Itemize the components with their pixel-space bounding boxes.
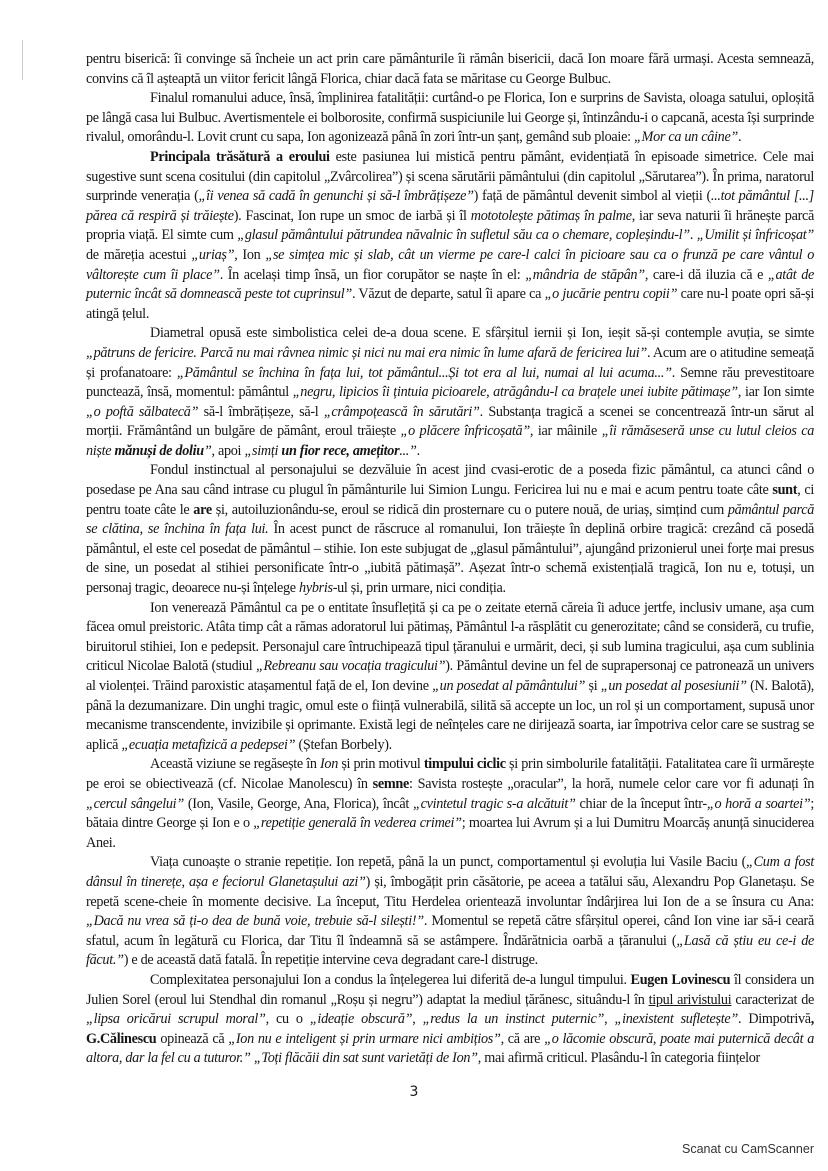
text-run: , apoi [211, 442, 245, 459]
text-run: . Semne rău prevestitoare punctează, însă, momentul: pământul [86, 364, 814, 401]
text-run: chiar de la început într- [575, 795, 707, 812]
emphasis-run: are [193, 501, 212, 518]
text-run: Această viziune se regăsește în [150, 756, 320, 773]
emphasis-run: „Umilit și înfricoșat” [696, 227, 814, 244]
emphasis-run: ...tot pământul [...] părea că respiră și trăiește [86, 188, 814, 224]
emphasis-run: „simți [244, 442, 282, 459]
text-run: pentru biserică: îi convinge să încheie un act prin care pământurile îi rămân bisericii, dacă Ion moare fără urmași. Acesta semnează, convins că îl așteaptă un viitor fericit lângă Florica, chiar dacă fata se măritase cu George Bulbuc. [86, 51, 814, 87]
emphasis-run: „o lăcomie obscură, poate mai puternică decât a altora, dar la fel cu a tuturor.” [86, 1030, 814, 1067]
text-run: și, autoiluzionându-se, eroul se ridică din prosternare cu o putere nouă, de uriaș, simțind cum [211, 501, 728, 518]
text-run: Viața cunoaște o stranie repetiție. Ion repetă, până la un punct, comportamentul și evoluția lui Vasile Baciu ( [150, 854, 747, 871]
text-run: , iar Ion simte [737, 384, 814, 401]
emphasis-run: ” [203, 442, 212, 459]
text-run: . Acum are o atitudine semeață și profanatoare: [86, 344, 814, 381]
paragraph [86, 89, 814, 148]
paragraph [86, 971, 814, 1069]
emphasis-run: semne [372, 775, 409, 792]
text-run: , cu o [265, 1011, 310, 1028]
text-run: (Ion, Vasile, George, Ana, Florica), încât [183, 795, 413, 812]
emphasis-run: „negru, lipicios îi țintuia picioarele, atrăgându-l ca brațele unei iubite pătimașe” [292, 384, 738, 401]
text-run: , [412, 1011, 423, 1028]
paragraph [86, 755, 814, 853]
text-run: , Ion [234, 246, 266, 263]
text-run: . Momentul se repetă către sfârșitul operei, când Ion vine iar să-i ceară sfatul, acum în legătură cu Florica, dar Titu îl îndeamnă să se astâmpere. Îndărătnicia oarbă a țăranului ( [86, 913, 814, 949]
emphasis-run: „atât de puternic încât să domnească peste tot cuprinsul” [86, 266, 814, 303]
emphasis-run: „Dacă nu vrea să ți-o dea de bună voie, trebuie să-l silești!” [86, 913, 424, 930]
emphasis-run: „îi venea să cadă în genunchi și să-l îmbrățișeze” [198, 188, 474, 205]
text-run: , care-i dă iluzia că e [644, 266, 768, 283]
emphasis-run: „glasul pământului pătrundea năvalnic în sufletul său ca o chemare, copleșindu-l” [237, 227, 690, 244]
emphasis-run: „crâmpoțească în sărutări” [323, 403, 480, 420]
text-run: Fondul instinctual al personajului se dezvăluie în acest jind cvasi-erotic de a poseda fizic pământul, ca atunci când o posedase pe Ana sau când intrase cu plugul în pământurile lui Simion Lungu. Fericirea lui nu e mai e acum pentru toate câte [86, 462, 814, 499]
emphasis-run: pământul parcă se clătina, se închina în fața lui. [86, 501, 814, 538]
emphasis-run: Principala trăsătură a eroului [150, 148, 330, 165]
text-run: , mai afirmă criticul. Plasându-l în categoria ființelor [477, 1050, 760, 1067]
text-run: și prin motivul [338, 756, 424, 773]
emphasis-run: un fior rece, amețitor [281, 442, 400, 459]
paragraph [86, 853, 814, 971]
text-run: , ci pentru toate câte le [86, 482, 814, 518]
scan-edge-mark [22, 40, 23, 80]
text-run: și prin simbolurile fatalității. Fatalitatea care îi urmărește pe eroi se obiectivează (cf. Nicolae Manolescu) în [86, 756, 814, 792]
text-run: și [585, 678, 601, 694]
text-run: , iar mâinile [529, 423, 602, 440]
text-run: . [416, 442, 420, 459]
text-run: (Ștefan Borbely). [295, 736, 392, 753]
text-run: care nu-l poate opri să-și atingă țelul. [86, 286, 814, 322]
emphasis-run: „cercul sângelui” [86, 795, 184, 812]
emphasis-run: sunt [772, 482, 798, 499]
emphasis-run: hybris [299, 580, 333, 597]
text-run: ). Fascinat, Ion rupe un smoc de iarbă și îl [233, 207, 471, 224]
emphasis-run: mănuși de doliu [114, 442, 204, 459]
text-run: Ion venerează Pământul ca pe o entitate însuflețită și ca pe o zeitate eternă căreia îi aduce jertfe, inclusiv umane, așa cum făcea omul preistoric. Atâta timp cât a rămas adoratorul lui pătimaș, Pământul l-a răsplătit cu generozitate; când se consideră, cu trufie, biruitorul stihiei, Ion e pedepsit. Personajul care întruchipează tipul țăranului e urmărit, deci, și sub lumina tragicului, așa cum sublinia criticul Nicolae Balotă (studiul [86, 599, 814, 675]
text-run: Diametral opusă este simbolistica celei de-a doua scene. E sfârșitul iernii și Ion, ieșit să-și contemple avuția, se simte [150, 325, 814, 342]
page-number: 3 [409, 1083, 419, 1100]
emphasis-run: „mândria de stăpân” [525, 266, 645, 283]
emphasis-run: „un posedat al posesiunii” [600, 678, 747, 694]
emphasis-run: „redus la un instinct puternic” [422, 1011, 605, 1028]
emphasis-run: Ion [320, 756, 339, 773]
emphasis-run: „inexistent sufletește” [614, 1011, 738, 1028]
text-run: caracterizat de [731, 991, 814, 1008]
text-run: , că are [500, 1030, 545, 1047]
text-run: Finalul romanului aduce, însă, împlinirea fatalității: curtând-o pe Florica, Ion e surprins de Savista, oloaga satului, oploșită pe lângă casa lui Bulbuc. Avertismentele ei bolborosite, confirmă suspiciunile lui George și, întinzându-i o capcană, acesta își surprinde rivalul, omorându-l. Lovit crunt cu sapa, Ion agonizează până în zori într-un șanț, gemând sub ploaie: [86, 90, 814, 146]
emphasis-run: „Lasă că știu eu ce-i de făcut.” [86, 932, 814, 969]
emphasis-run: „Rebreanu sau vocația tragicului” [255, 658, 446, 675]
emphasis-run: „se simțea mic și slab, cât un vierme pe care-l calci în picioare sau ca o frunză pe care vântul o vâltorește cum îi place” [86, 246, 814, 283]
emphasis-run: „repetiție generală în vederea crimei” [253, 815, 462, 832]
scanner-watermark: Scanat cu CamScanner [681, 1142, 814, 1156]
paragraph [86, 461, 814, 598]
text-run: : Savista rostește „oracular”, la horă, numele celor care vor fi adunați în [408, 775, 814, 792]
paragraph [86, 148, 814, 324]
text-run: , [604, 1011, 615, 1028]
text-run: ) față de pământul devenit simbol al vieții ( [473, 188, 711, 205]
text-run: . [689, 227, 697, 244]
text-run: ). Pământul devine un fel de suprapersonaj ce patronează un univers al violenței. Trăind paroxistic atașamentul față de el, Ion devine [86, 658, 814, 694]
emphasis-run: „cvintetul tragic s-a alcătuit” [412, 795, 576, 812]
emphasis-run: „o plăcere înfricoșată” [400, 423, 530, 440]
emphasis-run: ...” [399, 442, 417, 459]
emphasis-run: „o poftă sălbatecă” [86, 403, 199, 420]
text-run: (N. Balotă), până la dezumanizare. Din unghi tragic, omul este o ființă vulnerabilă, silită să accepte un loc, un rol și un comportament, supusă unor mecanisme transcendente, invizibile și oprimante. Există legi de neînțeles care ne dirijează soarta, iar împotriva celor care se sustrag se aplică [86, 678, 814, 753]
text-run: . În același timp însă, un fior corupător se naște în el: [219, 266, 526, 283]
text-run: ) e de această dată fatală. În repetiție intervine ceva degradant care-l distruge. [123, 952, 538, 969]
emphasis-run: timpului ciclic [423, 756, 506, 773]
emphasis-run: „pătruns de fericire. Parcă nu mai râvnea nimic și nici nu mai era nimic în lume afară de fericirea lui” [86, 344, 647, 361]
text-run: ; moartea lui Avrum și a lui Dumitru Moarcăș anunță sinuciderea Anei. [86, 815, 814, 851]
emphasis-run: „uriaș” [191, 246, 235, 263]
text-run: , iar seva naturii îi hrănește parcă propria viață. El simte cum [86, 207, 814, 244]
emphasis-run: „îi rămăseseră unse cu lutul cleios ca niște [86, 423, 814, 459]
emphasis-run: „lipsa oricărui scrupul moral” [86, 1011, 266, 1028]
emphasis-run: , G.Călinescu [86, 1011, 815, 1047]
text-run: este pasiunea lui mistică pentru pământ, evidențiată în episoade simetrice. Cele mai sugestive sunt scena cositului (din capitolul „Zvârcolirea”) și scena sărutării pământului (din capitolul „Sărutarea”). În prima, naratorul surprinde venerația ( [86, 148, 814, 205]
emphasis-run: tipul arivistului [648, 991, 732, 1008]
text-run: . [738, 129, 742, 146]
paragraph [86, 50, 814, 89]
emphasis-run: „Toți flăcăii din sat sunt varietăți de Ion” [253, 1050, 478, 1067]
text-run: de măreția acestui [86, 246, 192, 263]
emphasis-run: „o horă a soartei” [706, 795, 811, 812]
emphasis-run: „Ion nu e inteligent și prin urmare nici ambițios” [228, 1030, 501, 1047]
emphasis-run: mototolește pătimaș în palme [470, 207, 632, 224]
paragraph [86, 324, 814, 461]
text-run: -ul și, prin urmare, nici condiția. [332, 580, 506, 597]
text-run: . Văzut de departe, satul îi apare ca [351, 286, 545, 303]
document-body [86, 50, 814, 1069]
text-run: ; bătaia dintre George și Ion e o [86, 795, 814, 832]
text-run: . Dimpotrivă [737, 1011, 811, 1028]
emphasis-run: Eugen Lovinescu [630, 971, 731, 988]
text-run: opinează că [156, 1030, 229, 1047]
text-run: să-l îmbrățișeze, să-l [198, 403, 324, 420]
emphasis-run: „Cum a fost dânsul în tinerețe, așa e feciorul Glanetașului azi” [86, 854, 814, 890]
text-run: ) și, îmbogățit prin căsătorie, pe aceea a tatălui său, Alexandru Pop Glanetașu. Se repetă scene-cheie în momente decisive. La început, Titu Herdelea orientează involuntar îndârjirea lui Ion de a se însura cu Ana: [86, 873, 814, 910]
emphasis-run: „Mor ca un câine” [633, 129, 739, 146]
text-run: . Substanța tragică a scenei se concentrează într-un sărut al morții. Frământând un bulgăre de pământ, eroul trăiește [86, 403, 814, 440]
text-run: îl considera un Julien Sorel (eroul lui Stendhal din romanul „Roșu și negru”) adaptat la mediul țărănesc, situându-l în [86, 971, 814, 1008]
paragraph [86, 599, 814, 756]
emphasis-run: „o jucărie pentru copii” [544, 286, 678, 303]
emphasis-run: „un posedat al pământului” [432, 678, 586, 694]
text-run: Complexitatea personajului Ion a condus la înțelegerea lui diferită de-a lungul timpului. [150, 971, 631, 988]
emphasis-run: „ecuația metafizică a pedepsei” [121, 736, 296, 753]
emphasis-run: „ideație obscură” [309, 1011, 413, 1028]
emphasis-run: „Pământul se închina în fața lui, tot pământul...Și tot era al lui, numai al lui acuma...” [176, 364, 672, 381]
text-run: În acest punct de răscruce al romanului, Ion trăiește în deplină orbire tragică: crezând că posedă pământul, el este cel posedat de pământul – stihie. Ion este subjugat de „glasul pământului”, ajungând prizonierul unei forțe mai presus de sine, un posedat al stihiei personificate într-o „iubită pătimașă”. Așezat într-o schemă existențială tragică, Ion nu e, totuși, un personaj tragic, deoarece nu-și înțelege [86, 521, 814, 597]
